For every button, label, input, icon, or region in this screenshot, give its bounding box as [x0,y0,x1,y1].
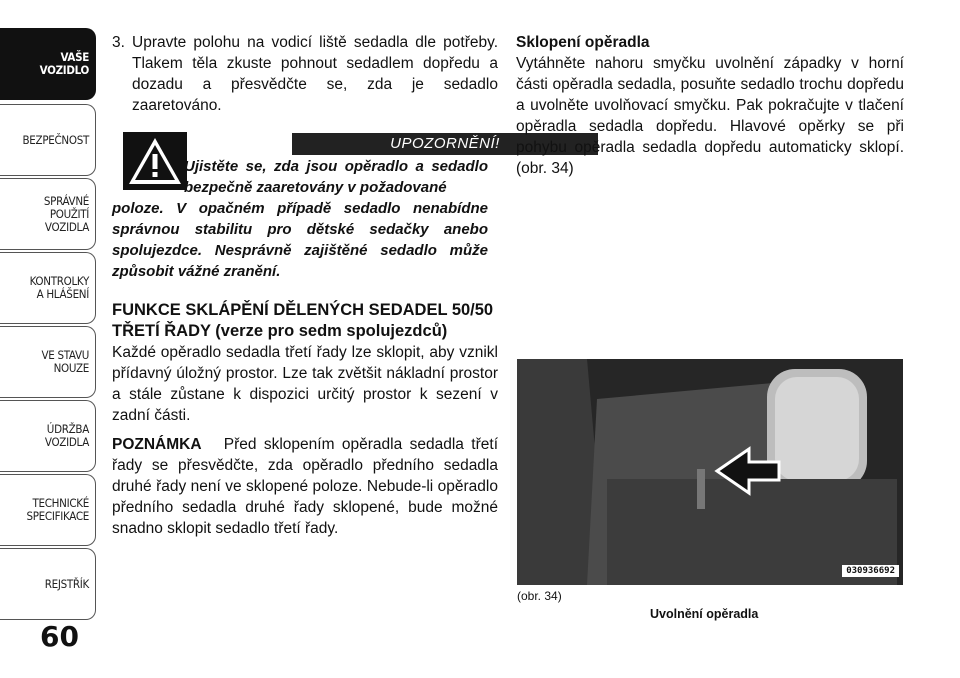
section-heading [112,300,498,342]
step-number: 3. [112,34,125,51]
note-paragraph [112,434,498,539]
warning-text-first: Ujistěte se, zda jsou opěradlo a sedadlo bezpečně zaaretovány v požadované [184,158,488,196]
right-column [516,32,904,179]
note-label: POZNÁMKA [112,436,202,453]
right-paragraph: Vytáhněte nahoru smyčku uvolnění západky v horní části opěradla sedadla, posuňte sedadlo trochu dopředu a uvolněte uvolňovací smyčku. Pak pokračujte v tlačení opěradla sedadla dopředu. Hlavové opěrky se při pohybu opěradla sedadla dopředu automaticky sklopí. (obr. 34) [516,55,904,177]
paragraph-1: Každé opěradlo sedadla třetí řady lze sklopit, aby vznikl přídavný úložný prostor. Lze tak zvětšit nákladní prostor a stále zůstane k dispozici určitý prostor k sezení v zadní části. [112,344,498,424]
figure-caption: Uvolnění opěradla [650,607,759,621]
figure-reference: (obr. 34) [517,589,562,603]
note-text: Před sklopením opěradla sedadla třetí řady se přesvědčte, zda opěradlo předního sedadla druhé řady není ve sklopené poloze. Nebude-li opěradlo předního sedadla druhé řady sklopené, bude možné snadno sklopit sedadlo třetí řady. [112,436,498,537]
warning-box [112,126,498,288]
figure-seat-photo [517,359,903,585]
step-3 [112,32,498,116]
page-number: 60 [40,620,79,653]
figure-code: 030936692 [842,565,899,577]
tab-spravne-pouziti[interactable]: SPRÁVNÉ POUŽITÍ VOZIDLA [0,178,96,250]
tab-bezpecnost[interactable]: BEZPEČNOST [0,104,96,176]
tab-technicke-specifikace[interactable]: TECHNICKÉ SPECIFIKACE [0,474,96,546]
tab-vase-vozidlo[interactable]: VAŠE VOZIDLO [0,28,96,100]
right-heading: Sklopení opěradla [516,34,650,51]
left-column [112,32,498,539]
tab-udrzba[interactable]: ÚDRŽBA VOZIDLA [0,400,96,472]
step-text: Upravte polohu na vodicí liště sedadla dle potřeby. Tlakem těla zkuste pohnout sedadlem dopředu a dozadu a přesvědčte se, zda je sedadlo zaaretováno. [132,34,498,114]
tab-kontrolky[interactable]: KONTROLKY A HLÁŠENÍ [0,252,96,324]
tab-rejstrik[interactable]: REJSTŘÍK [0,548,96,620]
warning-text-rest: poloze. V opačném případě sedadlo nenabídne správnou stabilitu pro dětské sedačky anebo spolujezdce. Nesprávně zajištěné sedadlo může způsobit vážné zranění. [112,200,488,280]
warning-title: UPOZORNĚNÍ! [292,133,598,155]
warning-text [112,156,488,282]
tab-ve-stavu-nouze[interactable]: VE STAVU NOUZE [0,326,96,398]
section-heading-suffix: (verze pro sedm spolujezdců) [215,322,448,340]
section-heading-title: FUNKCE SKLÁPĚNÍ DĚLENÝCH SEDADEL 50/50 TŘETÍ ŘADY [112,301,494,340]
